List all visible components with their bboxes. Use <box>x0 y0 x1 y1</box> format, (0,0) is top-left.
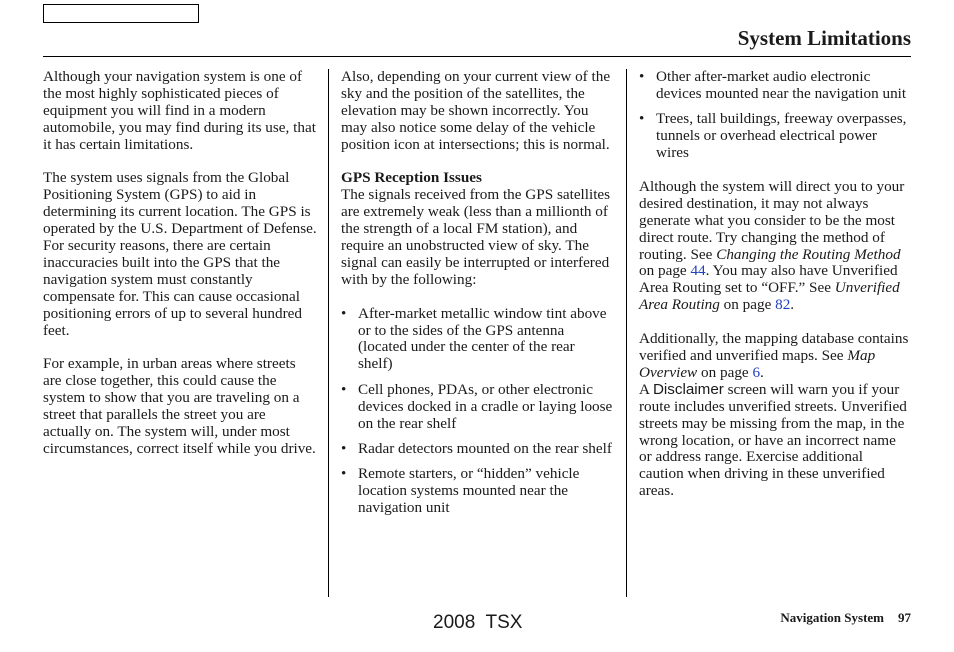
mapping-text: on page <box>697 363 753 381</box>
list-item-text: Cell phones, PDAs, or other electronic devices docked in a cradle or laying loose on the rear shelf <box>358 380 613 432</box>
column-1 <box>43 69 317 475</box>
interference-list-continued <box>639 69 911 162</box>
mapping-text: A <box>639 380 653 398</box>
routing-text: . <box>790 296 795 314</box>
unverified-routing-ref: Unverified Area Routing <box>639 279 900 314</box>
urban-example-paragraph: For example, in urban areas where streets are close together, this could cause the system to show that you are traveling on a street that parallels the street you are actually on. The system will, under most circumstances, correct itself while you drive. <box>43 355 316 457</box>
bullet-icon: • <box>341 465 347 483</box>
list-item-text: Trees, tall buildings, freeway overpasses, tunnels or overhead electrical power wires <box>656 110 907 162</box>
page-44-link[interactable]: 44 <box>690 262 706 280</box>
bullet-icon: • <box>639 110 645 128</box>
routing-text: on page <box>639 262 691 280</box>
column-3 <box>639 69 911 517</box>
mapping-text: Additionally, the mapping database contains verified and unverified maps. See <box>639 330 909 364</box>
header-tab-box <box>43 4 199 23</box>
list-item <box>341 306 613 374</box>
gps-reception-heading: GPS Reception Issues <box>341 169 482 187</box>
intro-paragraph: Although your navigation system is one of the most highly sophisticated pieces of equipment you will find in a modern automobile, you may find during its use, that it has certain limitations. <box>43 68 316 153</box>
routing-text: Although the system will direct you to your desired destination, it may not always generate what you consider to be the most direct route. Try changing the method of routing. See <box>639 177 905 263</box>
list-item <box>341 382 613 433</box>
mapping-paragraph <box>639 331 911 500</box>
routing-method-ref: Changing the Routing Method <box>716 245 901 263</box>
elevation-paragraph: Also, depending on your current view of the sky and the position of the satellites, the elevation may be shown incorrectly. You may also notice some delay of the vehicle position icon at intersections; this is normal. <box>341 68 611 153</box>
page-number: 97 <box>898 610 911 625</box>
mapping-text: screen will warn you if your route includes unverified streets. Unverified streets may be missing from the map, in the wrong location, or have an incorrect name or address range. Exercise additional caution when driving in these unverified areas. <box>639 380 907 500</box>
reception-paragraph: The signals received from the GPS satellites are extremely weak (less than a millionth of the strength of a local FM station), and require an unobstructed view of sky. The signal can easily be interrupted or interfered with by the following: <box>341 186 611 288</box>
column-divider-2 <box>626 69 627 597</box>
section-name: Navigation System <box>780 610 884 625</box>
bullet-icon: • <box>639 68 645 85</box>
routing-text: . You may also have Unverified Area Routing set to “OFF.” See <box>639 262 898 297</box>
mapping-text: . <box>760 363 764 381</box>
footer-section <box>780 610 911 626</box>
routing-paragraph <box>639 179 911 314</box>
column-2 <box>341 69 613 526</box>
routing-text: on page <box>719 296 776 314</box>
list-item <box>639 111 911 162</box>
list-item-text: After-market metallic window tint above or to the sides of the GPS antenna (located under the center of the rear shelf) <box>358 304 607 373</box>
list-item <box>639 69 911 103</box>
bullet-icon: • <box>341 304 347 322</box>
header-rule <box>43 56 911 57</box>
page-6-link[interactable]: 6 <box>752 363 761 381</box>
bullet-icon: • <box>341 440 347 457</box>
list-item-text: Radar detectors mounted on the rear shelf <box>358 440 612 457</box>
list-item-text: Remote starters, or “hidden” vehicle location systems mounted near the navigation unit <box>358 465 580 517</box>
interference-list <box>341 306 613 517</box>
list-item-text: Other after-market audio electronic devices mounted near the navigation unit <box>656 68 907 102</box>
map-overview-ref: Map Overview <box>639 346 876 381</box>
gps-paragraph: The system uses signals from the Global Positioning System (GPS) to aid in determining its current location. The GPS is operated by the U.S. Department of Defense. For security reasons, there are certain inaccuracies built into the GPS that the navigation system must constantly compensate for. This can cause occasional positioning errors of up to several hundred feet. <box>43 169 317 339</box>
page-title: System Limitations <box>737 26 911 50</box>
column-divider-1 <box>328 69 329 597</box>
model-label: 2008 TSX <box>433 612 523 633</box>
bullet-icon: • <box>341 380 347 398</box>
page-82-link[interactable]: 82 <box>775 296 791 314</box>
disclaimer-screen-name: Disclaimer <box>652 380 724 398</box>
list-item <box>341 441 613 458</box>
list-item <box>341 466 613 517</box>
